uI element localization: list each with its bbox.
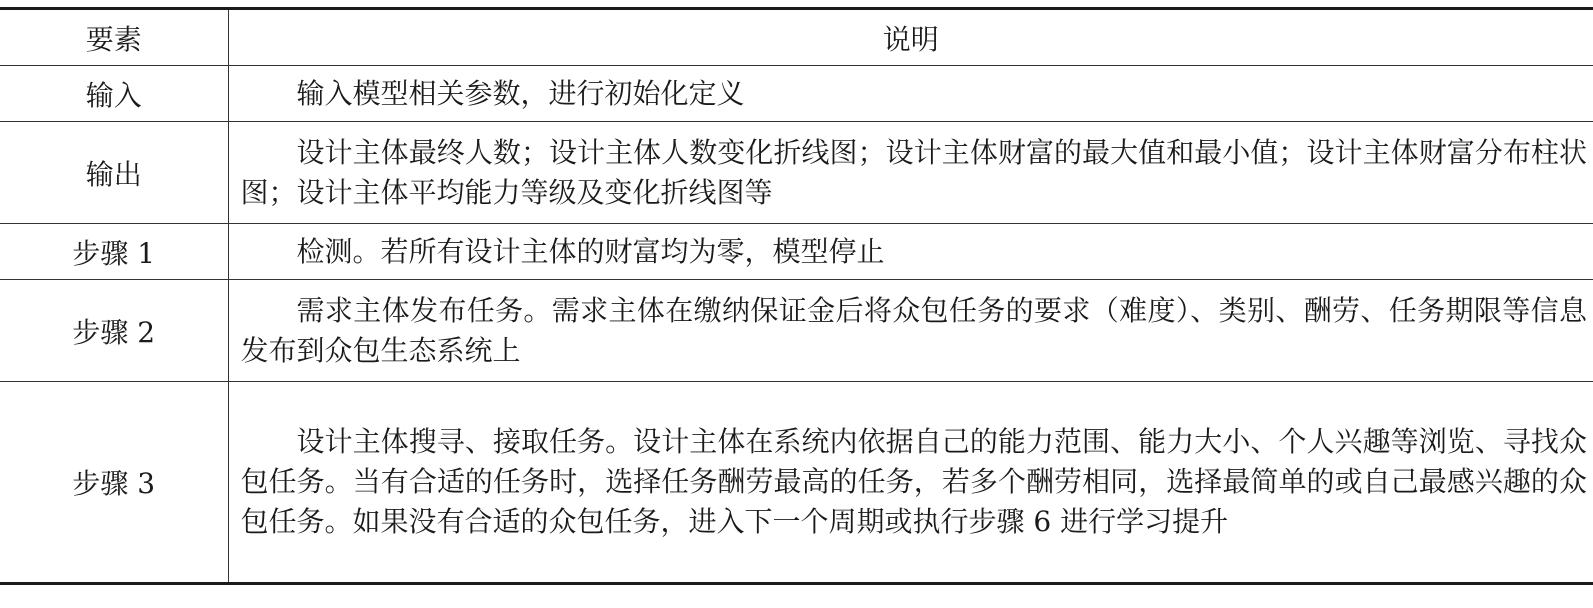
row-description: 设计主体最终人数；设计主体人数变化折线图；设计主体财富的最大值和最小值；设计主体财富分布柱状图；设计主体平均能力等级及变化折线图等 [228, 122, 1593, 224]
table-row [0, 382, 1593, 584]
table-header-row [0, 9, 1593, 66]
row-element: 输入 [0, 66, 228, 122]
table-row [0, 224, 1593, 280]
table-row [0, 122, 1593, 224]
header-element: 要素 [0, 9, 228, 66]
row-element: 步骤 2 [0, 280, 228, 382]
process-table [0, 7, 1593, 585]
table-row [0, 280, 1593, 382]
row-element: 步骤 1 [0, 224, 228, 280]
row-description: 输入模型相关参数，进行初始化定义 [228, 66, 1593, 122]
row-description: 设计主体搜寻、接取任务。设计主体在系统内依据自己的能力范围、能力大小、个人兴趣等浏览、寻找众包任务。当有合适的任务时，选择任务酬劳最高的任务，若多个酬劳相同，选择最简单的或自己最感兴趣的众包任务。如果没有合适的众包任务，进入下一个周期或执行步骤 6 进行学习提升 [228, 382, 1593, 584]
row-element: 输出 [0, 122, 228, 224]
table-row [0, 66, 1593, 122]
header-description: 说明 [228, 9, 1593, 66]
row-description: 检测。若所有设计主体的财富均为零，模型停止 [228, 224, 1593, 280]
row-element: 步骤 3 [0, 382, 228, 584]
row-description: 需求主体发布任务。需求主体在缴纳保证金后将众包任务的要求（难度）、类别、酬劳、任务期限等信息发布到众包生态系统上 [228, 280, 1593, 382]
